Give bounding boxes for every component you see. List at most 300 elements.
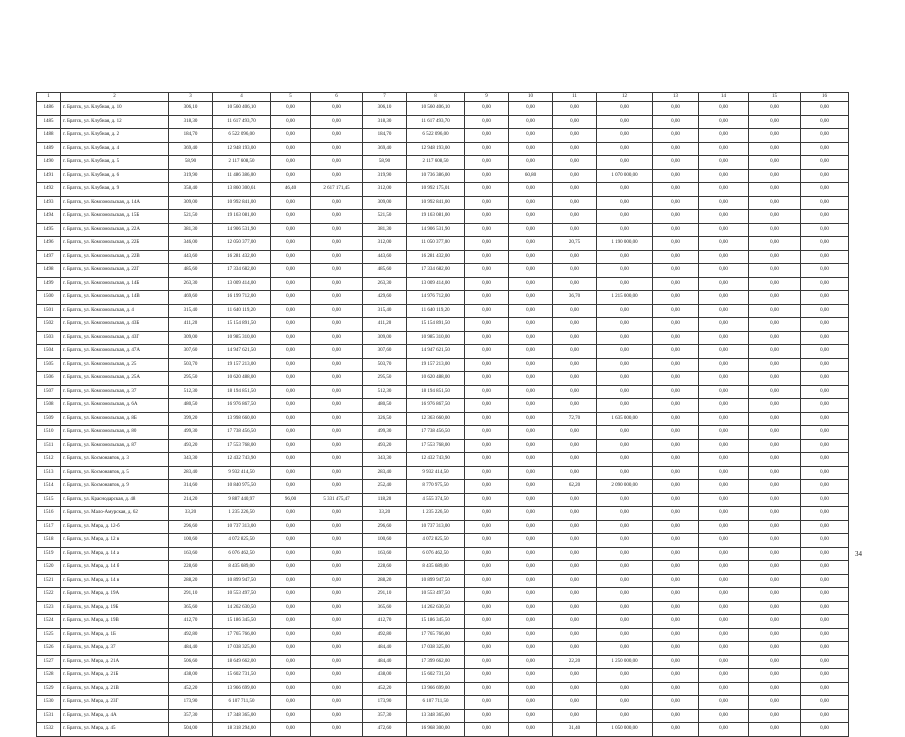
value-cell: 9 887 440,97: [213, 493, 271, 507]
value-cell: 12 363 660,00: [407, 412, 465, 426]
value-cell: 0,00: [271, 142, 311, 156]
value-cell: 0,00: [653, 372, 699, 386]
value-cell: 306,10: [169, 102, 213, 116]
table-row: [37, 574, 849, 588]
value-cell: 492,80: [363, 628, 407, 642]
value-cell: 10 737 313,00: [213, 520, 271, 534]
value-cell: 0,00: [653, 318, 699, 332]
value-cell: 17 765 766,00: [407, 628, 465, 642]
row-id-cell: 1498: [37, 264, 61, 278]
value-cell: 0,00: [509, 345, 553, 359]
value-cell: 0,00: [801, 453, 849, 467]
value-cell: 6 076 462,50: [213, 547, 271, 561]
value-cell: 512,30: [169, 385, 213, 399]
value-cell: 0,00: [749, 318, 801, 332]
value-cell: 0,00: [653, 466, 699, 480]
value-cell: 306,10: [363, 102, 407, 116]
value-cell: 0,00: [801, 169, 849, 183]
table-row: [37, 723, 849, 737]
value-cell: 0,00: [653, 115, 699, 129]
value-cell: 0,00: [801, 601, 849, 615]
value-cell: 0,00: [311, 466, 363, 480]
value-cell: 0,00: [801, 277, 849, 291]
value-cell: 0,00: [749, 507, 801, 521]
value-cell: 0,00: [553, 493, 597, 507]
value-cell: 0,00: [653, 142, 699, 156]
value-cell: 0,00: [509, 615, 553, 629]
address-cell: г. Братск, ул. Мало-Амурская, д. 62: [61, 507, 169, 521]
table-row: [37, 453, 849, 467]
value-cell: 0,00: [465, 601, 509, 615]
value-cell: 10 992 841,00: [407, 196, 465, 210]
value-cell: 0,00: [465, 399, 509, 413]
value-cell: 0,00: [699, 291, 749, 305]
column-header: 4: [213, 93, 271, 102]
value-cell: 315,40: [169, 304, 213, 318]
value-cell: 0,00: [311, 196, 363, 210]
value-cell: 0,00: [311, 426, 363, 440]
row-id-cell: 1508: [37, 399, 61, 413]
address-cell: г. Братск, ул. Мира, д. 4А: [61, 709, 169, 723]
value-cell: 184,70: [169, 129, 213, 143]
value-cell: 0,00: [597, 142, 653, 156]
value-cell: 16 199 712,00: [213, 291, 271, 305]
value-cell: 0,00: [509, 291, 553, 305]
value-cell: 0,00: [271, 385, 311, 399]
value-cell: 58,90: [169, 156, 213, 170]
address-cell: г. Братск, ул. Мира, д. 37: [61, 642, 169, 656]
value-cell: 263,30: [169, 277, 213, 291]
value-cell: 16 281 432,00: [213, 250, 271, 264]
value-cell: 0,00: [597, 277, 653, 291]
value-cell: 506,60: [169, 655, 213, 669]
value-cell: 0,00: [465, 196, 509, 210]
address-cell: г. Братск, ул. Мира, д. 21А: [61, 655, 169, 669]
address-cell: г. Братск, ул. Клубная, д. 9: [61, 183, 169, 197]
value-cell: 0,00: [465, 561, 509, 575]
table-row: [37, 520, 849, 534]
value-cell: 0,00: [801, 196, 849, 210]
value-cell: 0,00: [553, 615, 597, 629]
value-cell: 0,00: [749, 642, 801, 656]
row-id-cell: 1516: [37, 507, 61, 521]
value-cell: 0,00: [311, 642, 363, 656]
value-cell: 0,00: [699, 628, 749, 642]
value-cell: 17 553 768,00: [213, 439, 271, 453]
value-cell: 0,00: [699, 358, 749, 372]
value-cell: 0,00: [509, 453, 553, 467]
value-cell: 0,00: [509, 574, 553, 588]
row-id-cell: 1513: [37, 466, 61, 480]
value-cell: 0,00: [509, 628, 553, 642]
value-cell: 0,00: [801, 642, 849, 656]
value-cell: 2 117 608,50: [407, 156, 465, 170]
value-cell: 0,00: [749, 628, 801, 642]
value-cell: 0,00: [749, 385, 801, 399]
row-id-cell: 1515: [37, 493, 61, 507]
table-row: [37, 102, 849, 116]
value-cell: 15 186 345,50: [407, 615, 465, 629]
value-cell: 0,00: [597, 196, 653, 210]
value-cell: 16 968 300,00: [407, 723, 465, 737]
value-cell: 0,00: [801, 493, 849, 507]
value-cell: 0,00: [749, 169, 801, 183]
value-cell: 0,00: [749, 561, 801, 575]
value-cell: 10 620 488,00: [407, 372, 465, 386]
value-cell: 0,00: [749, 412, 801, 426]
value-cell: 521,50: [169, 210, 213, 224]
value-cell: 10 992 175,01: [407, 183, 465, 197]
value-cell: 346,00: [169, 237, 213, 251]
row-id-cell: 1488: [37, 129, 61, 143]
value-cell: 0,00: [749, 520, 801, 534]
value-cell: 493,20: [169, 439, 213, 453]
value-cell: 72,70: [553, 412, 597, 426]
value-cell: 8 435 689,00: [407, 561, 465, 575]
value-cell: 0,00: [311, 453, 363, 467]
value-cell: 0,00: [749, 601, 801, 615]
value-cell: 0,00: [699, 169, 749, 183]
value-cell: 0,00: [509, 156, 553, 170]
value-cell: 0,00: [553, 183, 597, 197]
value-cell: 0,00: [271, 547, 311, 561]
value-cell: 0,00: [271, 723, 311, 737]
value-cell: 0,00: [553, 169, 597, 183]
value-cell: 0,00: [749, 358, 801, 372]
value-cell: 13 998 660,00: [213, 412, 271, 426]
value-cell: 0,00: [653, 628, 699, 642]
value-cell: 357,30: [363, 709, 407, 723]
row-id-cell: 1504: [37, 345, 61, 359]
value-cell: 0,00: [699, 466, 749, 480]
column-header: 1: [37, 93, 61, 102]
value-cell: 283,40: [363, 466, 407, 480]
value-cell: 0,00: [465, 331, 509, 345]
value-cell: 0,00: [699, 439, 749, 453]
value-cell: 0,00: [699, 723, 749, 737]
value-cell: 0,00: [749, 399, 801, 413]
value-cell: 0,00: [311, 129, 363, 143]
value-cell: 0,00: [553, 331, 597, 345]
value-cell: 0,00: [311, 210, 363, 224]
value-cell: 0,00: [699, 129, 749, 143]
address-cell: г. Братск, ул. Комсомольская, д. 22А: [61, 223, 169, 237]
address-cell: г. Братск, ул. Клубная, д. 6: [61, 169, 169, 183]
value-cell: 0,00: [465, 102, 509, 116]
value-cell: 0,00: [553, 156, 597, 170]
value-cell: 0,00: [597, 439, 653, 453]
value-cell: 0,00: [509, 399, 553, 413]
address-cell: г. Братск, ул. Комсомольская, д. 22Б: [61, 237, 169, 251]
value-cell: 0,00: [749, 264, 801, 278]
value-cell: 318,30: [169, 115, 213, 129]
value-cell: 0,00: [597, 615, 653, 629]
row-id-cell: 1510: [37, 426, 61, 440]
value-cell: 0,00: [699, 588, 749, 602]
value-cell: 263,30: [363, 277, 407, 291]
value-cell: 0,00: [653, 453, 699, 467]
value-cell: 0,00: [271, 291, 311, 305]
value-cell: 0,00: [653, 696, 699, 710]
value-cell: 0,00: [749, 588, 801, 602]
value-cell: 0,00: [311, 534, 363, 548]
value-cell: 0,00: [311, 615, 363, 629]
value-cell: 0,00: [553, 601, 597, 615]
value-cell: 0,00: [311, 709, 363, 723]
value-cell: 9 932 414,50: [407, 466, 465, 480]
value-cell: 0,00: [311, 547, 363, 561]
column-header: 2: [61, 93, 169, 102]
value-cell: 0,00: [749, 669, 801, 683]
column-header: 12: [597, 93, 653, 102]
value-cell: 10 553 497,50: [213, 588, 271, 602]
row-id-cell: 1520: [37, 561, 61, 575]
value-cell: 0,00: [271, 412, 311, 426]
value-cell: 0,00: [553, 628, 597, 642]
value-cell: 0,00: [801, 669, 849, 683]
value-cell: 0,00: [653, 129, 699, 143]
value-cell: 0,00: [597, 520, 653, 534]
value-cell: 17 038 325,00: [213, 642, 271, 656]
value-cell: 0,00: [801, 547, 849, 561]
table-row: [37, 183, 849, 197]
value-cell: 0,00: [699, 601, 749, 615]
value-cell: 0,00: [311, 601, 363, 615]
value-cell: 0,00: [749, 493, 801, 507]
value-cell: 0,00: [271, 318, 311, 332]
address-cell: г. Братск, ул. Космонавтов, д. 5: [61, 466, 169, 480]
value-cell: 0,00: [271, 399, 311, 413]
row-id-cell: 1511: [37, 439, 61, 453]
column-header: 3: [169, 93, 213, 102]
value-cell: 0,00: [801, 115, 849, 129]
value-cell: 10 620 488,00: [213, 372, 271, 386]
value-cell: 173,90: [169, 696, 213, 710]
value-cell: 10 985 310,00: [407, 331, 465, 345]
value-cell: 15 186 345,50: [213, 615, 271, 629]
value-cell: 0,00: [311, 318, 363, 332]
value-cell: 0,00: [597, 453, 653, 467]
value-cell: 0,00: [597, 183, 653, 197]
address-cell: г. Братск, ул. Комсомольская, д. 4: [61, 304, 169, 318]
value-cell: 0,00: [553, 264, 597, 278]
value-cell: 0,00: [749, 183, 801, 197]
value-cell: 0,00: [801, 615, 849, 629]
row-id-cell: 1529: [37, 682, 61, 696]
value-cell: 0,00: [465, 237, 509, 251]
address-cell: г. Братск, ул. Мира, д. 14 б: [61, 561, 169, 575]
value-cell: 0,00: [749, 547, 801, 561]
value-cell: 0,00: [311, 237, 363, 251]
value-cell: 12 432 743,90: [407, 453, 465, 467]
row-id-cell: 1527: [37, 655, 61, 669]
value-cell: 0,00: [465, 115, 509, 129]
value-cell: 0,00: [271, 561, 311, 575]
value-cell: 16 976 867,50: [407, 399, 465, 413]
value-cell: 18 194 851,50: [407, 385, 465, 399]
value-cell: 381,30: [363, 223, 407, 237]
table-row: [37, 642, 849, 656]
address-cell: г. Братск, ул. Мира, д. 21В: [61, 682, 169, 696]
column-header: 9: [465, 93, 509, 102]
table-row: [37, 588, 849, 602]
row-id-cell: 1518: [37, 534, 61, 548]
value-cell: 17 765 766,00: [213, 628, 271, 642]
value-cell: 0,00: [509, 102, 553, 116]
value-cell: 484,40: [169, 642, 213, 656]
value-cell: 0,00: [653, 102, 699, 116]
value-cell: 0,00: [801, 250, 849, 264]
value-cell: 0,00: [465, 682, 509, 696]
address-cell: г. Братск, ул. Комсомольская, д. 22В: [61, 250, 169, 264]
value-cell: 0,00: [553, 250, 597, 264]
value-cell: 173,90: [363, 696, 407, 710]
value-cell: 0,00: [509, 534, 553, 548]
value-cell: 0,00: [653, 520, 699, 534]
value-cell: 0,00: [699, 277, 749, 291]
value-cell: 0,00: [597, 426, 653, 440]
table-row: [37, 534, 849, 548]
value-cell: 0,00: [553, 547, 597, 561]
value-cell: 0,00: [553, 574, 597, 588]
value-cell: 492,80: [169, 628, 213, 642]
value-cell: 228,60: [363, 561, 407, 575]
value-cell: 0,00: [311, 588, 363, 602]
value-cell: 283,40: [169, 466, 213, 480]
value-cell: 0,00: [801, 696, 849, 710]
value-cell: 15 602 731,50: [213, 669, 271, 683]
table-row: [37, 264, 849, 278]
value-cell: 0,00: [311, 102, 363, 116]
value-cell: 0,00: [465, 453, 509, 467]
row-id-cell: 1491: [37, 169, 61, 183]
value-cell: 296,60: [363, 520, 407, 534]
value-cell: 0,00: [749, 210, 801, 224]
value-cell: 0,00: [699, 655, 749, 669]
value-cell: 0,00: [597, 385, 653, 399]
row-id-cell: 1532: [37, 723, 61, 737]
value-cell: 96,00: [271, 493, 311, 507]
row-id-cell: 1501: [37, 304, 61, 318]
value-cell: 11 617 493,70: [407, 115, 465, 129]
value-cell: 0,00: [699, 669, 749, 683]
table-row: [37, 358, 849, 372]
value-cell: 8 435 689,00: [213, 561, 271, 575]
row-id-cell: 1523: [37, 601, 61, 615]
value-cell: 0,00: [699, 534, 749, 548]
value-cell: 0,00: [749, 709, 801, 723]
table-row: [37, 372, 849, 386]
column-header: 8: [407, 93, 465, 102]
table-row: [37, 345, 849, 359]
value-cell: 0,00: [509, 142, 553, 156]
table-body: [37, 93, 849, 737]
value-cell: 0,00: [553, 399, 597, 413]
value-cell: 307,60: [169, 345, 213, 359]
value-cell: 0,00: [801, 358, 849, 372]
value-cell: 100,60: [169, 534, 213, 548]
value-cell: 312,00: [363, 237, 407, 251]
value-cell: 0,00: [465, 412, 509, 426]
value-cell: 20,75: [553, 237, 597, 251]
value-cell: 0,00: [597, 102, 653, 116]
value-cell: 0,00: [653, 331, 699, 345]
table-row: [37, 399, 849, 413]
table-row: [37, 426, 849, 440]
value-cell: 4 555 374,50: [407, 493, 465, 507]
value-cell: 0,00: [801, 183, 849, 197]
value-cell: 0,00: [597, 156, 653, 170]
value-cell: 11 617 493,70: [213, 115, 271, 129]
value-cell: 0,00: [699, 480, 749, 494]
value-cell: 485,60: [169, 264, 213, 278]
value-cell: 0,00: [311, 682, 363, 696]
value-cell: 0,00: [553, 129, 597, 143]
value-cell: 0,00: [597, 372, 653, 386]
value-cell: 0,00: [465, 304, 509, 318]
table-row: [37, 655, 849, 669]
value-cell: 0,00: [653, 709, 699, 723]
value-cell: 0,00: [699, 561, 749, 575]
value-cell: 291,10: [169, 588, 213, 602]
value-cell: 0,00: [311, 439, 363, 453]
table-row: [37, 169, 849, 183]
value-cell: 499,30: [169, 426, 213, 440]
table-row: [37, 250, 849, 264]
address-cell: г. Братск, ул. Космонавтов, д. 3: [61, 453, 169, 467]
value-cell: 0,00: [271, 574, 311, 588]
value-cell: 0,00: [553, 426, 597, 440]
value-cell: 15 154 891,50: [407, 318, 465, 332]
value-cell: 0,00: [699, 574, 749, 588]
value-cell: 0,00: [271, 156, 311, 170]
value-cell: 0,00: [597, 709, 653, 723]
row-id-cell: 1499: [37, 277, 61, 291]
value-cell: 0,00: [653, 426, 699, 440]
table-row: [37, 628, 849, 642]
value-cell: 438,00: [363, 669, 407, 683]
value-cell: 0,00: [465, 534, 509, 548]
table-row: [37, 547, 849, 561]
value-cell: 0,00: [509, 358, 553, 372]
value-cell: 315,40: [363, 304, 407, 318]
value-cell: 307,60: [363, 345, 407, 359]
value-cell: 0,00: [553, 588, 597, 602]
value-cell: 0,00: [749, 534, 801, 548]
value-cell: 0,00: [553, 142, 597, 156]
value-cell: 0,00: [699, 615, 749, 629]
value-cell: 0,00: [801, 102, 849, 116]
value-cell: 0,00: [465, 669, 509, 683]
value-cell: 326,50: [363, 412, 407, 426]
value-cell: 295,50: [363, 372, 407, 386]
value-cell: 0,00: [653, 507, 699, 521]
value-cell: 1 235 226,50: [213, 507, 271, 521]
value-cell: 0,00: [699, 453, 749, 467]
value-cell: 0,00: [465, 723, 509, 737]
value-cell: 369,40: [169, 142, 213, 156]
table-row: [37, 385, 849, 399]
address-cell: г. Братск, ул. Мира, д. 12 в: [61, 534, 169, 548]
value-cell: 0,00: [801, 628, 849, 642]
table-row: [37, 115, 849, 129]
value-cell: 0,00: [271, 453, 311, 467]
value-cell: 0,00: [801, 480, 849, 494]
value-cell: 0,00: [653, 237, 699, 251]
value-cell: 0,00: [553, 561, 597, 575]
value-cell: 0,00: [597, 534, 653, 548]
value-cell: 0,00: [801, 655, 849, 669]
